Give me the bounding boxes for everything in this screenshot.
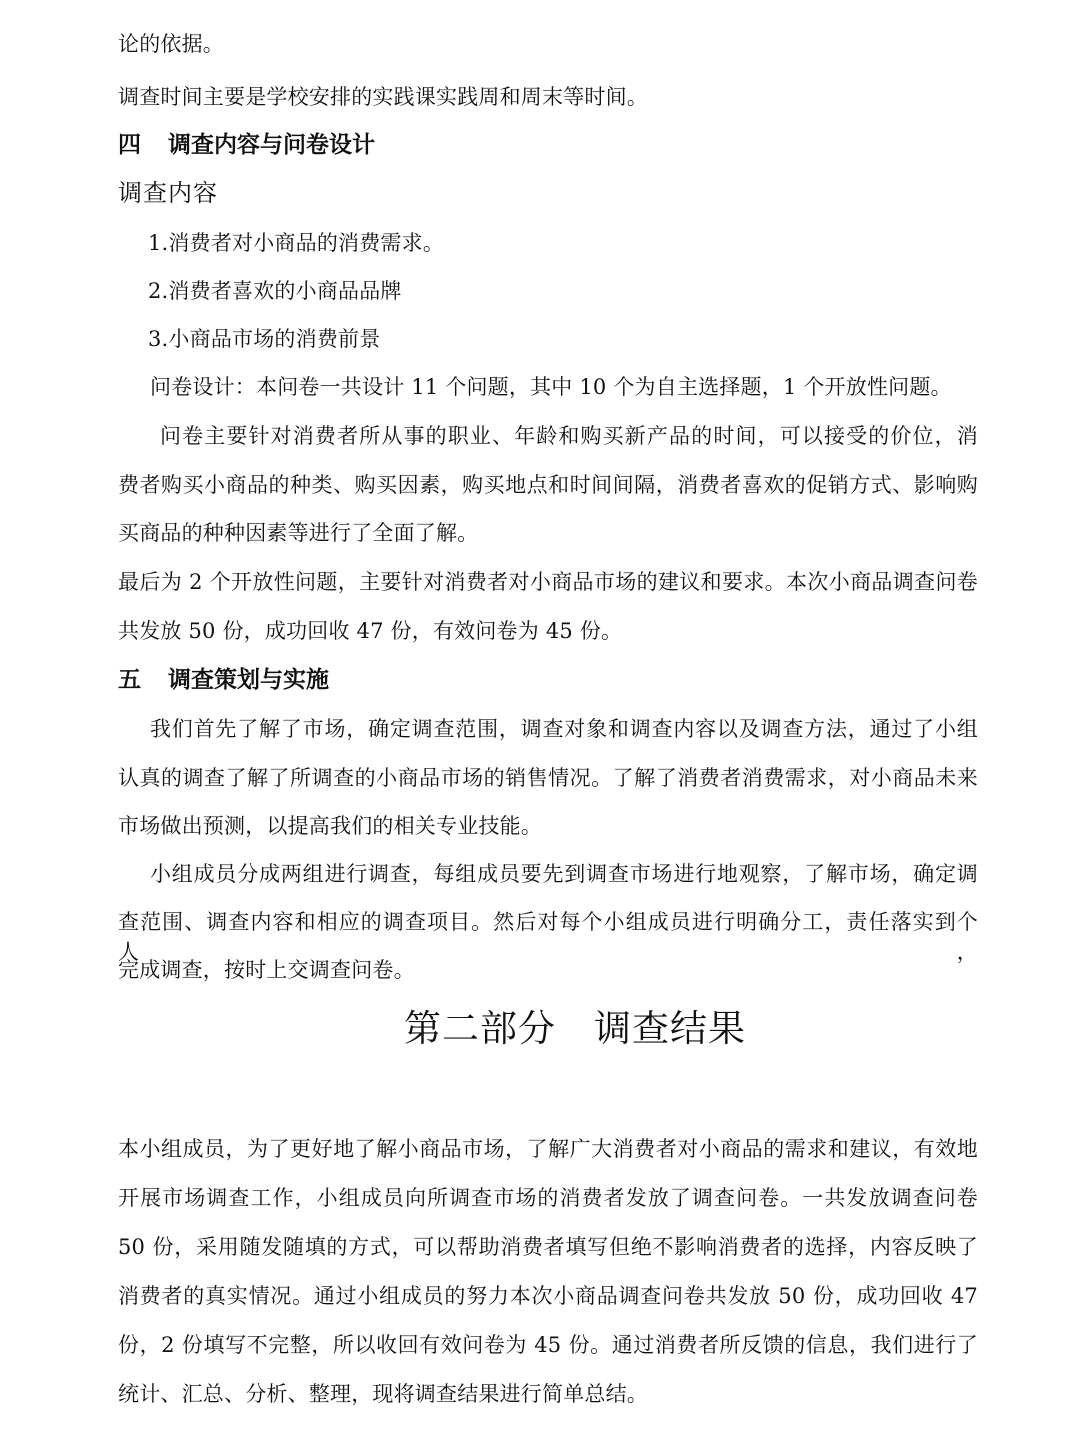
paragraph-line: 本小组成员，为了更好地了解小商品市场，了解广大消费者对小商品的需求和建议，有效地: [118, 1137, 978, 1161]
section-number: 四: [118, 131, 141, 158]
paragraph-line: 费者购买小商品的种类、购买因素，购买地点和时间间隔，消费者喜欢的促销方式、影响购: [118, 473, 978, 497]
section-heading-4: [118, 130, 375, 160]
paragraph-line: 认真的调查了解了所调查的小商品市场的销售情况。了解了消费者消费需求，对小商品未来: [118, 766, 978, 790]
section-title: 调查内容与问卷设计: [168, 131, 375, 158]
paragraph-line: 消费者的真实情况。通过小组成员的努力本次小商品调查问卷共发放 50 份，成功回收 47: [118, 1284, 978, 1308]
paragraph-line: 共发放 50 份，成功回收 47 份，有效问卷为 45 份。: [118, 619, 623, 643]
list-item: 3.小商品市场的消费前景: [148, 327, 381, 351]
paragraph-line: 市场做出预测，以提高我们的相关专业技能。: [118, 814, 542, 838]
paragraph-line: 最后为 2 个开放性问题，主要针对消费者对小商品市场的建议和要求。本次小商品调查问卷: [118, 570, 978, 594]
paragraph-line: 调查时间主要是学校安排的实践课实践周和周末等时间。: [118, 85, 648, 109]
list-item: 2.消费者喜欢的小商品品牌: [148, 279, 402, 303]
section-number: 五: [118, 666, 141, 693]
paragraph-line: 开展市场调查工作，小组成员向所调查市场的消费者发放了调查问卷。一共发放调查问卷: [118, 1186, 978, 1210]
paragraph-line: 问卷主要针对消费者所从事的职业、年龄和购买新产品的时间，可以接受的价位，消: [160, 424, 978, 448]
paragraph-line: 我们首先了解了市场，确定调查范围，调查对象和调查内容以及调查方法，通过了小组: [150, 717, 978, 741]
paragraph-line: 论的依据。: [118, 32, 224, 56]
subheading: 调查内容: [118, 179, 218, 207]
paragraph-line: 查范围、调查内容和相应的调查项目。然后对每个小组成员进行明确分工，责任落实到个人，: [118, 910, 978, 964]
paragraph-line: 小组成员分成两组进行调查，每组成员要先到调查市场进行地观察，了解市场，确定调: [150, 862, 978, 886]
paragraph-line: 买商品的种种因素等进行了全面了解。: [118, 521, 479, 545]
section-title: 调查策划与实施: [168, 666, 329, 693]
paragraph-line: 完成调查，按时上交调查问卷。: [118, 958, 415, 982]
paragraph-line: 问卷设计：本问卷一共设计 11 个问题，其中 10 个为自主选择题，1 个开放性问题。: [150, 375, 952, 399]
paragraph-line: 份，2 份填写不完整，所以收回有效问卷为 45 份。通过消费者所反馈的信息，我们进行了: [118, 1333, 978, 1357]
part-title: 第二部分 调查结果: [404, 1007, 746, 1050]
paragraph-line: 统计、汇总、分析、整理，现将调查结果进行简单总结。: [118, 1382, 648, 1406]
section-heading-5: [118, 665, 329, 695]
list-item: 1.消费者对小商品的消费需求。: [148, 231, 445, 255]
paragraph-line: 50 份，采用随发随填的方式，可以帮助消费者填写但绝不影响消费者的选择，内容反映了: [118, 1235, 978, 1259]
